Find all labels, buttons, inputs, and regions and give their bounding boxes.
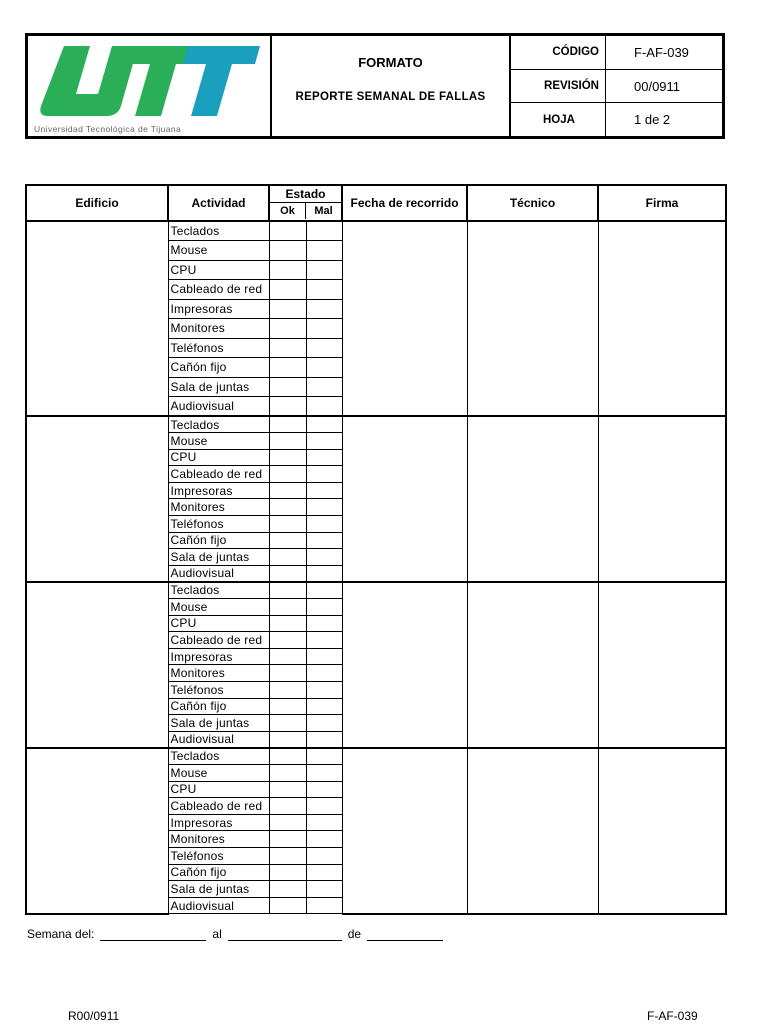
actividad-cell: Teclados bbox=[168, 221, 269, 241]
ok-cell[interactable] bbox=[269, 499, 306, 516]
footer-revision: R00/0911 bbox=[68, 1009, 120, 1023]
col-mal: Mal bbox=[314, 205, 333, 217]
mal-cell[interactable] bbox=[306, 338, 342, 358]
actividad-cell: Teclados bbox=[168, 416, 269, 433]
year-field[interactable] bbox=[367, 926, 443, 941]
actividad-cell: Impresoras bbox=[168, 482, 269, 499]
actividad-cell: Monitores bbox=[168, 499, 269, 516]
mal-cell[interactable] bbox=[306, 358, 342, 378]
mal-cell[interactable] bbox=[306, 433, 342, 450]
ok-cell[interactable] bbox=[269, 748, 306, 765]
ok-cell[interactable] bbox=[269, 466, 306, 483]
ok-cell[interactable] bbox=[269, 299, 306, 319]
ok-cell[interactable] bbox=[269, 615, 306, 632]
mal-cell[interactable] bbox=[306, 449, 342, 466]
week-line bbox=[27, 926, 449, 941]
actividad-cell: CPU bbox=[168, 449, 269, 466]
revision-label: REVISIÓN bbox=[511, 70, 606, 103]
mal-cell[interactable] bbox=[306, 615, 342, 632]
week-end-field[interactable] bbox=[228, 926, 342, 941]
fault-report-table bbox=[25, 184, 727, 915]
title-cell bbox=[272, 36, 511, 136]
ok-cell[interactable] bbox=[269, 221, 306, 241]
footer-code: F-AF-039 bbox=[647, 1009, 698, 1023]
codigo-label: CÓDIGO bbox=[511, 36, 606, 69]
actividad-cell: Cableado de red bbox=[168, 632, 269, 649]
meta-cell bbox=[511, 36, 722, 136]
actividad-cell: Audiovisual bbox=[168, 565, 269, 582]
revision-value: 00/0911 bbox=[634, 78, 681, 94]
col-firma: Firma bbox=[598, 185, 726, 221]
logo-cell bbox=[28, 36, 272, 136]
tecnico-cell[interactable] bbox=[467, 748, 598, 914]
mal-cell[interactable] bbox=[306, 847, 342, 864]
mal-cell[interactable] bbox=[306, 781, 342, 798]
mal-cell[interactable] bbox=[306, 682, 342, 699]
mal-cell[interactable] bbox=[306, 731, 342, 748]
ok-cell[interactable] bbox=[269, 565, 306, 582]
table-body bbox=[26, 221, 726, 914]
ok-cell[interactable] bbox=[269, 665, 306, 682]
ok-cell[interactable] bbox=[269, 764, 306, 781]
actividad-cell: Mouse bbox=[168, 764, 269, 781]
col-ok: Ok bbox=[270, 203, 306, 219]
actividad-cell: Audiovisual bbox=[168, 897, 269, 914]
ok-cell[interactable] bbox=[269, 881, 306, 898]
mal-cell[interactable] bbox=[306, 241, 342, 261]
ok-cell[interactable] bbox=[269, 377, 306, 397]
al-label: al bbox=[212, 927, 222, 941]
actividad-cell: Audiovisual bbox=[168, 731, 269, 748]
mal-cell[interactable] bbox=[306, 549, 342, 566]
ok-cell[interactable] bbox=[269, 682, 306, 699]
mal-cell[interactable] bbox=[306, 814, 342, 831]
actividad-cell: Mouse bbox=[168, 241, 269, 261]
ok-cell[interactable] bbox=[269, 280, 306, 300]
mal-cell[interactable] bbox=[306, 516, 342, 533]
ok-cell[interactable] bbox=[269, 319, 306, 339]
mal-cell[interactable] bbox=[306, 864, 342, 881]
ok-cell[interactable] bbox=[269, 831, 306, 848]
actividad-cell: CPU bbox=[168, 781, 269, 798]
ok-cell[interactable] bbox=[269, 648, 306, 665]
utt-logo bbox=[36, 42, 261, 122]
mal-cell[interactable] bbox=[306, 599, 342, 616]
de-label: de bbox=[347, 927, 362, 941]
mal-cell[interactable] bbox=[306, 715, 342, 732]
mal-cell[interactable] bbox=[306, 798, 342, 815]
actividad-cell: Mouse bbox=[168, 433, 269, 450]
ok-cell[interactable] bbox=[269, 864, 306, 881]
codigo-row bbox=[511, 36, 722, 70]
mal-cell[interactable] bbox=[306, 831, 342, 848]
actividad-cell: Cableado de red bbox=[168, 466, 269, 483]
actividad-cell: Monitores bbox=[168, 831, 269, 848]
edificio-cell[interactable] bbox=[26, 748, 168, 914]
revision-row bbox=[511, 70, 722, 104]
actividad-cell: Sala de juntas bbox=[168, 549, 269, 566]
actividad-cell: Sala de juntas bbox=[168, 715, 269, 732]
ok-cell[interactable] bbox=[269, 715, 306, 732]
mal-cell[interactable] bbox=[306, 582, 342, 599]
mal-cell[interactable] bbox=[306, 221, 342, 241]
actividad-cell: Audiovisual bbox=[168, 397, 269, 417]
actividad-cell: Monitores bbox=[168, 319, 269, 339]
form-subtitle: REPORTE SEMANAL DE FALLAS bbox=[295, 91, 486, 103]
firma-cell[interactable] bbox=[598, 221, 726, 416]
mal-cell[interactable] bbox=[306, 299, 342, 319]
actividad-cell: CPU bbox=[168, 615, 269, 632]
ok-cell[interactable] bbox=[269, 731, 306, 748]
tecnico-cell[interactable] bbox=[467, 221, 598, 416]
actividad-cell: Teléfonos bbox=[168, 516, 269, 533]
actividad-cell: Impresoras bbox=[168, 299, 269, 319]
estado-title: Estado bbox=[270, 186, 341, 203]
mal-cell[interactable] bbox=[306, 280, 342, 300]
ok-cell[interactable] bbox=[269, 482, 306, 499]
col-estado bbox=[269, 185, 342, 221]
mal-cell[interactable] bbox=[306, 764, 342, 781]
mal-cell[interactable] bbox=[306, 565, 342, 582]
fecha-cell[interactable] bbox=[342, 221, 467, 416]
actividad-cell: Cañón fijo bbox=[168, 358, 269, 378]
actividad-cell: CPU bbox=[168, 260, 269, 280]
actividad-cell: Teclados bbox=[168, 582, 269, 599]
tecnico-cell[interactable] bbox=[467, 582, 598, 748]
table-row bbox=[26, 221, 726, 241]
ok-cell[interactable] bbox=[269, 397, 306, 417]
mal-cell[interactable] bbox=[306, 665, 342, 682]
mal-cell[interactable] bbox=[306, 466, 342, 483]
mal-cell[interactable] bbox=[306, 698, 342, 715]
actividad-cell: Cableado de red bbox=[168, 280, 269, 300]
ok-cell[interactable] bbox=[269, 532, 306, 549]
actividad-cell: Impresoras bbox=[168, 648, 269, 665]
ok-cell[interactable] bbox=[269, 582, 306, 599]
ok-cell[interactable] bbox=[269, 416, 306, 433]
mal-cell[interactable] bbox=[306, 532, 342, 549]
ok-cell[interactable] bbox=[269, 814, 306, 831]
edificio-cell[interactable] bbox=[26, 416, 168, 582]
actividad-cell: Teléfonos bbox=[168, 847, 269, 864]
ok-cell[interactable] bbox=[269, 260, 306, 280]
actividad-cell: Sala de juntas bbox=[168, 881, 269, 898]
table-row bbox=[26, 582, 726, 599]
table-row bbox=[26, 748, 726, 765]
mal-cell[interactable] bbox=[306, 881, 342, 898]
mal-cell[interactable] bbox=[306, 897, 342, 914]
actividad-cell: Monitores bbox=[168, 665, 269, 682]
ok-cell[interactable] bbox=[269, 338, 306, 358]
actividad-cell: Cañón fijo bbox=[168, 864, 269, 881]
codigo-value: F-AF-039 bbox=[634, 44, 689, 60]
firma-cell[interactable] bbox=[598, 416, 726, 582]
edificio-cell[interactable] bbox=[26, 221, 168, 416]
actividad-cell: Cañón fijo bbox=[168, 698, 269, 715]
mal-cell[interactable] bbox=[306, 260, 342, 280]
form-title: FORMATO bbox=[358, 55, 423, 70]
actividad-cell: Mouse bbox=[168, 599, 269, 616]
ok-cell[interactable] bbox=[269, 358, 306, 378]
tecnico-cell[interactable] bbox=[467, 416, 598, 582]
mal-cell[interactable] bbox=[306, 648, 342, 665]
firma-cell[interactable] bbox=[598, 748, 726, 914]
document-header bbox=[25, 33, 725, 139]
mal-cell[interactable] bbox=[306, 397, 342, 417]
mal-cell[interactable] bbox=[306, 319, 342, 339]
ok-cell[interactable] bbox=[269, 632, 306, 649]
col-actividad: Actividad bbox=[168, 185, 269, 221]
firma-cell[interactable] bbox=[598, 582, 726, 748]
week-start-field[interactable] bbox=[100, 926, 206, 941]
ok-cell[interactable] bbox=[269, 516, 306, 533]
fecha-cell[interactable] bbox=[342, 416, 467, 582]
mal-cell[interactable] bbox=[306, 482, 342, 499]
ok-cell[interactable] bbox=[269, 449, 306, 466]
hoja-value: 1 de 2 bbox=[634, 112, 671, 128]
ok-cell[interactable] bbox=[269, 549, 306, 566]
mal-cell[interactable] bbox=[306, 416, 342, 433]
semana-label: Semana del: bbox=[27, 927, 95, 941]
table-header-row bbox=[26, 185, 726, 221]
mal-cell[interactable] bbox=[306, 748, 342, 765]
ok-cell[interactable] bbox=[269, 897, 306, 914]
actividad-cell: Impresoras bbox=[168, 814, 269, 831]
ok-cell[interactable] bbox=[269, 433, 306, 450]
actividad-cell: Teléfonos bbox=[168, 682, 269, 699]
ok-cell[interactable] bbox=[269, 698, 306, 715]
hoja-label: HOJA bbox=[511, 103, 606, 136]
fecha-cell[interactable] bbox=[342, 582, 467, 748]
actividad-cell: Cableado de red bbox=[168, 798, 269, 815]
mal-cell[interactable] bbox=[306, 377, 342, 397]
col-tecnico: Técnico bbox=[467, 185, 598, 221]
mal-cell[interactable] bbox=[306, 499, 342, 516]
fecha-cell[interactable] bbox=[342, 748, 467, 914]
ok-cell[interactable] bbox=[269, 781, 306, 798]
logo-subtitle: Universidad Tecnológica de Tijuana bbox=[34, 124, 182, 134]
col-edificio: Edificio bbox=[26, 185, 168, 221]
ok-cell[interactable] bbox=[269, 798, 306, 815]
ok-cell[interactable] bbox=[269, 599, 306, 616]
mal-cell[interactable] bbox=[306, 632, 342, 649]
ok-cell[interactable] bbox=[269, 241, 306, 261]
actividad-cell: Teclados bbox=[168, 748, 269, 765]
edificio-cell[interactable] bbox=[26, 582, 168, 748]
actividad-cell: Sala de juntas bbox=[168, 377, 269, 397]
actividad-cell: Cañón fijo bbox=[168, 532, 269, 549]
ok-cell[interactable] bbox=[269, 847, 306, 864]
col-fecha: Fecha de recorrido bbox=[342, 185, 467, 221]
actividad-cell: Teléfonos bbox=[168, 338, 269, 358]
hoja-row bbox=[511, 103, 722, 136]
table-row bbox=[26, 416, 726, 433]
